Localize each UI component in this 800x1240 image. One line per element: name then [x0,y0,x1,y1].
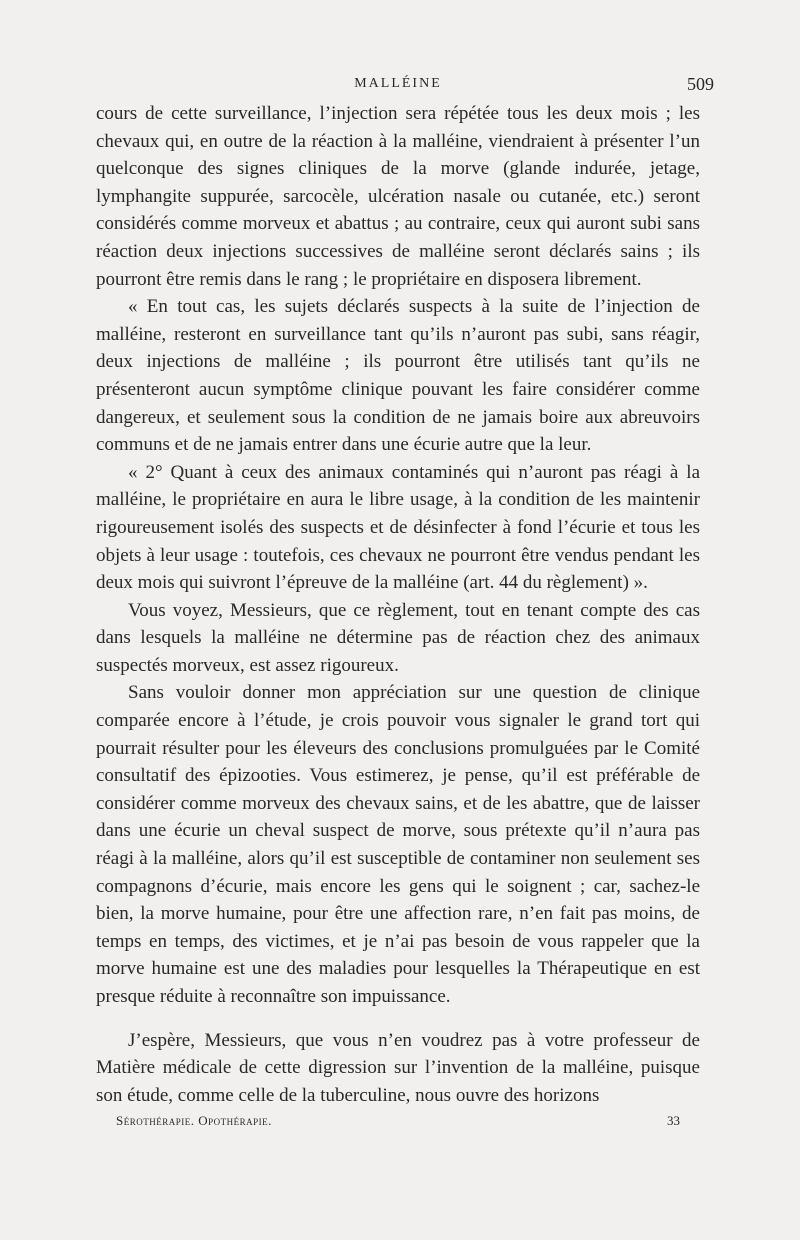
paragraph-5: Sans vouloir donner mon appréciation sur une question de clinique comparée encore à l’étude, je crois pouvoir vous signaler le grand tort qui pourrait résulter pour les éleveurs des conclusions promulguées par le Comité consultatif des épizooties. Vous estimerez, je pense, qu’il est préférable de considérer comme morveux des chevaux sains, et de les abattre, que de laisser dans une écurie un cheval suspect de morve, sous prétexte qu’il n’aura pas réagi à la malléine, alors qu’il est susceptible de contaminer non seulement ses compagnons d’écurie, mais encore les gens qui le soignent ; car, sachez-le bien, la morve humaine, pour être une affection rare, n’en fait pas moins, de temps en temps, des victimes, et je n’ai pas besoin de vous rappeler que la morve humaine est une des maladies pour lesquelles la Thérapeutique en est presque réduite à reconnaître son impuissance. [96,682,700,1007]
paragraph-3: « 2° Quant à ceux des animaux contaminés qui n’auront pas réagi à la malléine, le propriétaire en aura le libre usage, à la condition de les maintenir rigoureusement isolés des suspects et de désinfecter à fond l’écurie et tous les objets à leur usage : toutefois, ces chevaux ne pourront être vendus pendant les deux mois qui suivront l’épreuve de la malléine (art. 44 du règlement) ». [96,461,700,594]
page-number: 509 [687,74,714,94]
body-text [96,100,700,1109]
paragraph-4: Vous voyez, Messieurs, que ce règlement, tout en tenant compte des cas dans lesquels la malléine ne détermine pas de réaction chez des animaux suspectés morveux, est assez rigoureux. [96,599,700,676]
signature-title: Sérothérapie. Opothérapie. [116,1113,272,1129]
running-head [96,70,714,100]
document-page [96,70,714,1131]
signature-line [96,1111,700,1131]
signature-number: 33 [667,1113,680,1129]
paragraph-6: J’espère, Messieurs, que vous n’en voudrez pas à votre professeur de Matière médicale de cette digression sur l’invention de la malléine, puisque son étude, comme celle de la tuberculine, nous ouvre des horizons [96,1029,700,1106]
paragraph-1: cours de cette surveillance, l’injection sera répétée tous les deux mois ; les chevaux qui, en outre de la réaction à la malléine, viendraient à présenter l’un quelconque des signes cliniques de la morve (glande indurée, jetage, lymphangite suppurée, sarcocèle, ulcération nasale ou cutanée, etc.) seront considérés comme morveux et abattus ; au contraire, ceux qui auront subi sans réaction deux injections successives de malléine seront déclarés sains ; ils pourront être remis dans le rang ; le propriétaire en disposera librement. [96,103,700,290]
running-title: MALLÉINE [354,76,442,91]
paragraph-2: « En tout cas, les sujets déclarés suspects à la suite de l’injection de malléine, resteront en surveillance tant qu’ils n’auront pas subi, sans réagir, deux injections de malléine ; ils pourront être utilisés tant qu’ils ne présenteront aucun symptôme clinique pouvant les faire considérer comme dangereux, et seulement sous la condition de ne jamais boire aux abreuvoirs communs et de ne jamais entrer dans une écurie autre que la leur. [96,296,700,456]
